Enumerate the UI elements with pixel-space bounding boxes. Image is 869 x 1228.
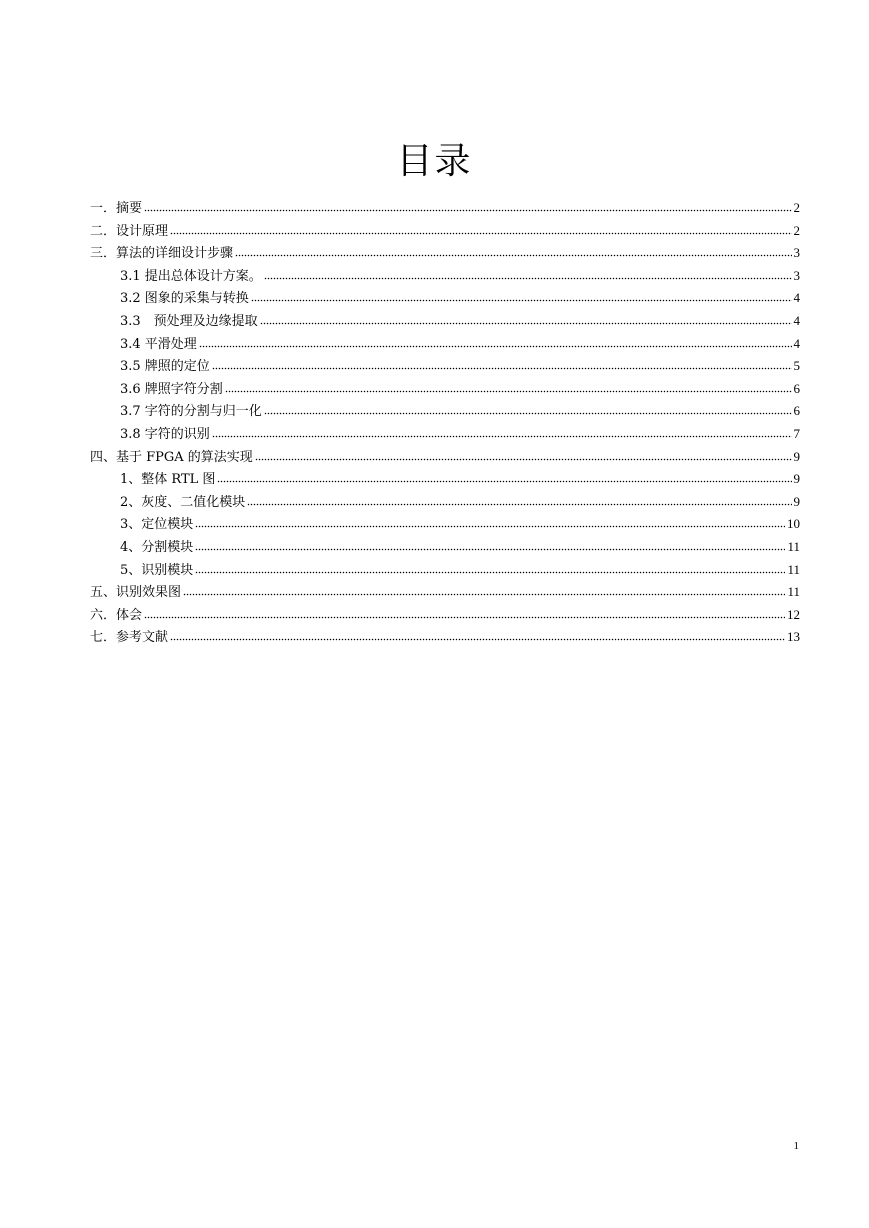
toc-entry-label: 5、识别模块 [120, 562, 194, 578]
toc-entry-label: 3.5 牌照的定位 [120, 359, 210, 375]
toc-entry[interactable] [90, 220, 800, 243]
toc-entry-page: 6 [793, 403, 800, 419]
toc-dot-leader [170, 631, 785, 641]
toc-dot-leader [225, 383, 792, 393]
toc-dot-leader [195, 541, 785, 551]
toc-entry[interactable] [90, 355, 800, 378]
toc-dot-leader [264, 270, 792, 280]
toc-entry[interactable] [90, 626, 800, 649]
toc-entry-label: 二．设计原理 [90, 223, 169, 239]
toc-entry-page: 11 [787, 584, 800, 600]
toc-dot-leader [260, 315, 792, 325]
toc-dot-leader [183, 586, 785, 596]
toc-entry-page: 3 [793, 245, 800, 261]
toc-entry[interactable] [90, 604, 800, 627]
toc-entry-page: 11 [787, 561, 800, 577]
toc-dot-leader [170, 225, 791, 235]
toc-entry-page: 11 [787, 538, 800, 554]
toc-entry-label: 七．参考文献 [90, 630, 169, 646]
toc-entry-label: 3.2 图象的采集与转换 [120, 291, 249, 307]
toc-entry-page: 6 [793, 380, 800, 396]
toc-dot-leader [235, 247, 791, 257]
toc-entry[interactable] [90, 242, 800, 265]
toc-dot-leader [264, 405, 792, 415]
toc-dot-leader [195, 564, 785, 574]
toc-entry-page: 2 [793, 222, 800, 238]
toc-entry-page: 13 [787, 629, 800, 645]
toc-entry-page: 10 [787, 516, 800, 532]
toc-entry-label: 3.4 平滑处理 [120, 336, 197, 352]
toc-entry[interactable] [90, 513, 800, 536]
toc-entry-page: 7 [793, 425, 800, 441]
toc-entry-page: 4 [793, 290, 800, 306]
toc-entry[interactable] [90, 333, 800, 356]
toc-entry[interactable] [90, 378, 800, 401]
toc-dot-leader [212, 428, 792, 438]
page-title: 目录 [396, 141, 473, 182]
toc-entry-label: 2、灰度、二值化模块 [120, 494, 246, 510]
toc-dot-leader [255, 451, 792, 461]
toc-entry-label: 六．体会 [90, 607, 143, 623]
toc-entry-label: 3.3 预处理及边缘提取 [120, 313, 258, 329]
toc-entry-page: 4 [793, 335, 800, 351]
toc-dot-leader [144, 202, 791, 212]
toc-dot-leader [144, 609, 785, 619]
toc-entry[interactable] [90, 400, 800, 423]
toc-dot-leader [247, 496, 791, 506]
toc-entry[interactable] [90, 423, 800, 446]
toc-entry-page: 5 [793, 358, 800, 374]
page-number: 1 [793, 1140, 799, 1152]
toc-entry[interactable] [90, 468, 800, 491]
toc-entry[interactable] [90, 197, 800, 220]
toc-entry[interactable] [90, 559, 800, 582]
toc-dot-leader [199, 338, 792, 348]
table-of-contents [90, 197, 800, 649]
toc-entry-label: 3.6 牌照字符分割 [120, 381, 223, 397]
toc-entry-page: 3 [793, 267, 800, 283]
toc-entry[interactable] [90, 265, 800, 288]
toc-dot-leader [251, 292, 792, 302]
toc-entry-label: 三．算法的详细设计步骤 [90, 246, 234, 262]
toc-entry-label: 四、基于 FPGA 的算法实现 [90, 449, 253, 465]
toc-entry-label: 1、整体 RTL 图 [120, 472, 216, 488]
toc-entry-label: 一．摘要 [90, 201, 143, 216]
toc-entry-page: 9 [793, 471, 800, 487]
toc-dot-leader [212, 360, 792, 370]
toc-entry[interactable] [90, 310, 800, 333]
toc-entry-label: 3.1 提出总体设计方案。 [120, 268, 262, 284]
toc-entry[interactable] [90, 536, 800, 559]
toc-entry-page: 4 [793, 312, 800, 328]
toc-dot-leader [217, 473, 791, 483]
toc-entry[interactable] [90, 287, 800, 310]
toc-entry[interactable] [90, 491, 800, 514]
toc-entry-label: 五、识别效果图 [90, 585, 182, 601]
toc-entry-page: 12 [787, 606, 800, 622]
toc-entry-page: 9 [793, 493, 800, 509]
toc-entry[interactable] [90, 446, 800, 469]
toc-entry-page: 2 [793, 200, 800, 215]
toc-dot-leader [195, 518, 785, 528]
toc-entry-label: 4、分割模块 [120, 539, 194, 555]
toc-entry-label: 3、定位模块 [120, 517, 194, 533]
toc-entry-label: 3.7 字符的分割与归一化 [120, 404, 262, 420]
toc-entry-label: 3.8 字符的识别 [120, 426, 210, 442]
toc-entry[interactable] [90, 581, 800, 604]
toc-entry-page: 9 [793, 448, 800, 464]
